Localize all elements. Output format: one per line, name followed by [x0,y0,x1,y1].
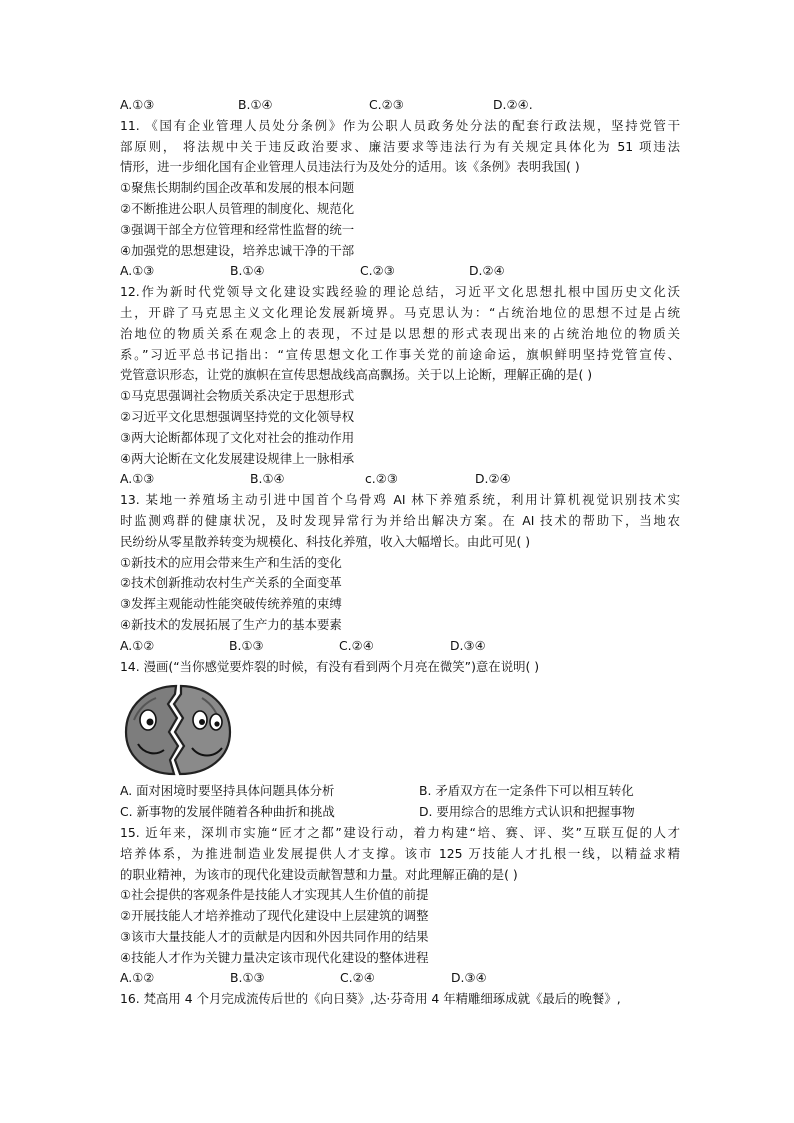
q14-option-a: A. 面对困境时要坚持具体问题具体分析 [120,783,335,799]
q12-option-d: D.②④ [475,471,511,487]
q13-option-d: D.③④ [450,637,486,653]
q13-item-4: ④新技术的发展拓展了生产力的基本要素 [120,616,342,632]
q12-stem-line-3: 治地位的物质关系在观念上的表现，不过是以思想的形式表现出来的占统治地位的物质关 [120,325,680,341]
q11-stem-line-2: 部原则， 将法规中关于违反政治要求、廉洁要求等违法行为有关规定具体化为 51 项违法 [120,138,680,154]
q15-item-1: ①社会提供的客观条件是技能人才实现其人生价值的前提 [120,887,429,903]
q12-stem-line-2: 土，开辟了马克思主义文化理论发展新境界。马克思认为：“占统治地位的思想不过是占统 [120,304,680,320]
q13-option-b: B.①③ [229,637,264,653]
q13-option-a: A.①② [120,637,155,653]
q12-stem-line-1: 12.作为新时代党领导文化建设实践经验的理论总结，习近平文化思想扎根中国历史文化沃 [120,284,680,300]
q12-option-a: A.①③ [120,471,155,487]
q15-option-d: D.③④ [451,970,487,986]
q13-stem-line-1: 13. 某地一养殖场主动引进中国首个乌骨鸡 AI 林下养殖系统，利用计算机视觉识别技术实 [120,492,680,508]
q13-item-2: ②技术创新推动农村生产关系的全面变革 [120,575,342,591]
q11-option-d: D.②④ [469,263,505,279]
q14-option-d: D. 要用综合的思维方式认识和把握事物 [419,804,635,820]
q10-option-c: C.②③ [369,97,404,112]
q15-stem-line-1: 15. 近年来，深圳市实施“匠才之都”建设行动，着力构建“培、赛、评、奖”互联互促的人才 [120,824,680,840]
q14-stem: 14. 漫画(“当你感觉要炸裂的时候，有没有看到两个月亮在微笑”)意在说明( ) [120,658,540,674]
q11-item-1: ①聚焦长期制约国企改革和发展的根本问题 [120,180,355,196]
cartoon-two-moons-image [120,680,234,778]
q13-option-c: C.②④ [339,637,374,653]
q14-option-b: B. 矛盾双方在一定条件下可以相互转化 [419,783,634,799]
q11-stem-line-1: 11. 《国有企业管理人员处分条例》作为公职人员政务处分法的配套行政法规，坚持党管干 [120,117,680,133]
q15-item-4: ④技能人才作为关键力量决定该市现代化建设的整体进程 [120,949,429,965]
q11-option-c: C.②③ [360,263,395,279]
q13-item-3: ③发挥主观能动性能突破传统养殖的束缚 [120,596,342,612]
q10-option-b: B.①④ [238,97,273,112]
q11-item-4: ④加强党的思想建设，培养忠诚干净的干部 [120,242,355,258]
q12-option-c: c.②③ [365,471,398,487]
q11-item-3: ③强调干部全方位管理和经常性监督的统一 [120,221,355,237]
q14-options-row-2 [120,802,680,823]
q11-item-2: ②不断推进公职人员管理的制度化、规范化 [120,200,355,216]
q13-options [120,636,680,657]
q15-option-c: C.②④ [340,970,375,986]
q10-option-d: D.②④. [493,97,533,112]
q12-stem-line-4: 系。”习近平总书记指出：“宣传思想文化工作事关党的前途命运，旗帜鲜明坚持党管宣传、 [120,346,680,362]
q12-options [120,469,680,490]
q13-item-1: ①新技术的应用会带来生产和生活的变化 [120,554,342,570]
q11-option-b: B.①④ [230,263,265,279]
q10-options [120,95,680,116]
q14-options-row-1 [120,781,680,802]
q13-stem-line-2: 时监测鸡群的健康状况，及时发现异常行为并给出解决方案。在 AI 技术的帮助下，当地农 [120,512,680,528]
q13-stem-line-3: 民纷纷从零星散养转变为规模化、科技化养殖，收入大幅增长。由此可见( ) [120,533,531,549]
q15-item-2: ②开展技能人才培养推动了现代化建设中上层建筑的调整 [120,908,429,924]
q15-stem-line-2: 培养体系，为推进制造业发展提供人才支撑。该市 125 万技能人才扎根一线，以精益求精 [120,845,680,861]
q12-item-2: ②习近平文化思想强调坚持党的文化领导权 [120,408,355,424]
q15-stem-line-3: 的职业精神，为该市的现代化建设贡献智慧和力量。对此理解正确的是( ) [120,866,518,882]
q12-item-3: ③两大论断都体现了文化对社会的推动作用 [120,429,355,445]
q11-option-a: A.①③ [120,263,155,279]
q15-option-a: A.①② [120,970,155,986]
q12-item-4: ④两大论断在文化发展建设规律上一脉相承 [120,450,355,466]
q12-option-b: B.①④ [250,471,285,487]
q11-options [120,261,680,282]
q16-stem: 16. 梵高用 4 个月完成流传后世的《向日葵》,达·芬奇用 4 年精雕细琢成就《最后的晚餐》, [120,991,621,1007]
q12-item-1: ①马克思强调社会物质关系决定于思想形式 [120,388,355,404]
q15-option-b: B.①③ [230,970,265,986]
q10-option-a: A.①③ [120,97,155,112]
q15-options [120,968,680,989]
q15-item-3: ③该市大量技能人才的贡献是内因和外因共同作用的结果 [120,928,429,944]
q14-option-c: C. 新事物的发展伴随着各种曲折和挑战 [120,804,335,820]
q11-stem-line-3: 情形，进一步细化国有企业管理人员违法行为及处分的适用。该《条例》表明我国( ) [120,159,580,175]
exam-page [120,95,680,1010]
q12-stem-line-5: 党管意识形态，让党的旗帜在宣传思想战线高高飘扬。关于以上论断，理解正确的是( ) [120,367,593,383]
